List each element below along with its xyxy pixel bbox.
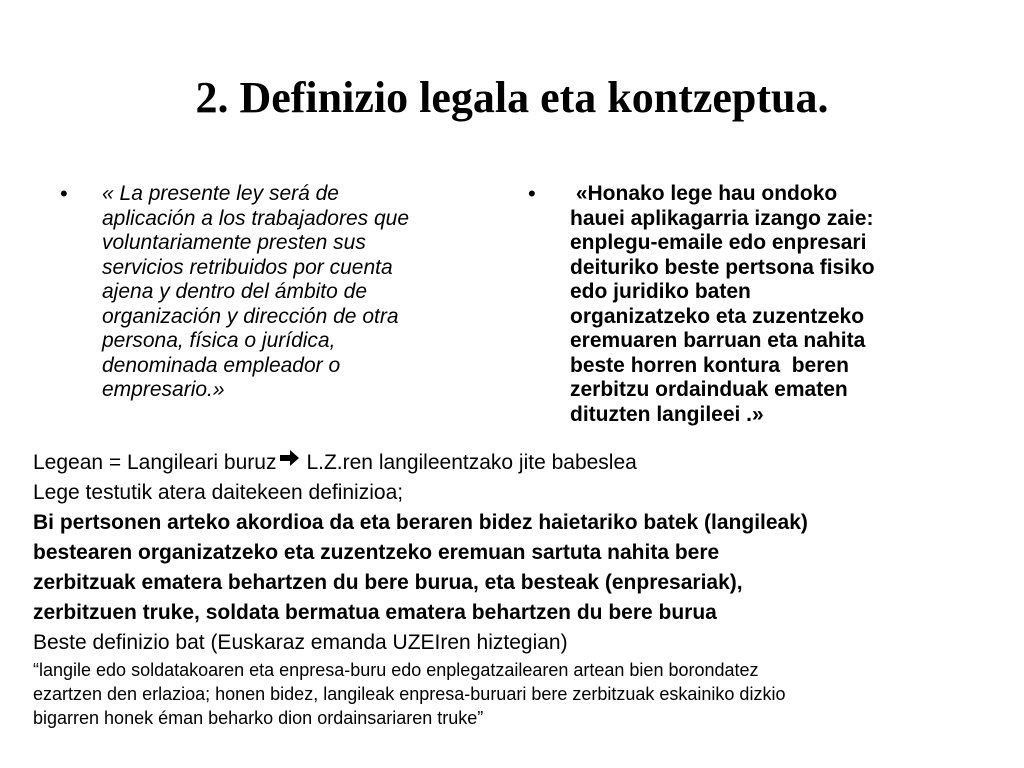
bullet-point: • xyxy=(60,181,68,206)
right-quote-line: zerbitzu ordainduak ematen xyxy=(570,378,848,401)
uzei-quote-line: “langile edo soldatakoaren eta enpresa-buru edo enplegatzailearen artean bien borondatez xyxy=(33,660,759,681)
bullet-point: • xyxy=(528,181,536,206)
left-quote-line: persona, física o jurídica, xyxy=(102,329,336,352)
definition-intro: Lege testutik atera daitekeen definizioa; xyxy=(33,481,404,505)
right-arrow-icon xyxy=(280,446,300,476)
left-quote-line: aplicación a los trabajadores que xyxy=(102,206,410,230)
right-quote-line: beste horren kontura beren xyxy=(570,353,849,377)
right-quote-line: organizatzeko eta zuzentzeko xyxy=(570,304,865,328)
slide-title: 2. Definizio legala eta kontzeptua. xyxy=(195,73,829,122)
law-summary-right: L.Z.ren langileentzako jite babeslea xyxy=(306,451,637,474)
definition-bold-line: zerbitzuen truke, soldata bermatua ematera behartzen du bere burua xyxy=(33,601,717,625)
left-quote-line: denominada empleador o xyxy=(102,353,341,377)
definition-block xyxy=(33,448,1003,730)
uzei-quote-line: ezartzen den erlazioa; honen bidez, langileak enpresa-buruari bere zerbitzuak eskainiko dizkio xyxy=(33,684,786,705)
left-quote-text xyxy=(102,182,409,403)
right-quote-line: «Honako lege hau ondoko xyxy=(570,182,838,205)
law-summary-left: Legean = Langileari buruz xyxy=(33,451,277,474)
left-quote-bullet-row xyxy=(60,182,480,403)
definition-bold-line: zerbitzuak ematera behartzen du bere burua, eta besteak (enpresariak), xyxy=(33,571,743,595)
left-quote-line: empresario.» xyxy=(102,378,225,401)
right-quote-line: edo juridiko baten xyxy=(570,280,751,303)
left-quote-line: « La presente ley será de xyxy=(102,182,339,205)
left-quote-column xyxy=(60,182,480,403)
right-quote-text xyxy=(570,182,875,427)
right-quote-line: dituzten langileei .» xyxy=(570,402,764,426)
left-quote-line: voluntariamente presten sus xyxy=(102,231,366,254)
definition-bold-line: Bi pertsonen arteko akordioa da eta beraren bidez haietariko batek (langileak) xyxy=(33,511,808,535)
law-summary-line xyxy=(33,448,1003,478)
right-quote-bullet-row xyxy=(528,182,968,427)
left-quote-line: ajena y dentro del ámbito de xyxy=(102,280,368,303)
right-quote-line: eremuaren barruan eta nahita xyxy=(570,329,866,352)
right-quote-column xyxy=(528,182,968,427)
right-quote-line: enplegu-emaile edo enpresari xyxy=(570,231,867,254)
other-definition-heading: Beste definizio bat (Euskaraz emanda UZEIren hiztegian) xyxy=(33,631,568,655)
uzei-quote-line: bigarren honek éman beharko dion ordainsariaren truke” xyxy=(33,708,484,729)
right-quote-line: hauei aplikagarria izango zaie: xyxy=(570,206,874,230)
left-quote-line: servicios retribuidos por cuenta xyxy=(102,255,393,279)
left-quote-line: organización y dirección de otra xyxy=(102,304,399,328)
definition-bold-line: bestearen organizatzeko eta zuzentzeko eremuan sartuta nahita bere xyxy=(33,541,720,565)
right-quote-line: deituriko beste pertsona fisiko xyxy=(570,255,875,279)
